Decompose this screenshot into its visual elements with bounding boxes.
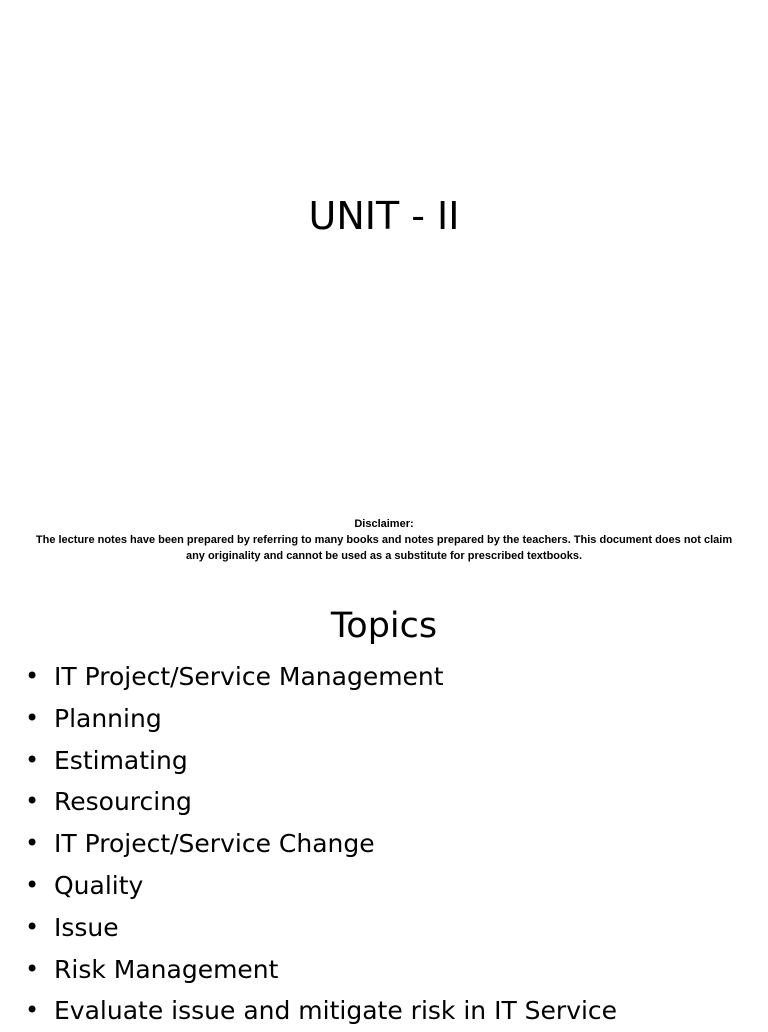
disclaimer-heading: Disclaimer: <box>354 518 414 530</box>
topic-item <box>0 907 768 949</box>
bullet-icon: • <box>25 954 40 983</box>
topic-item-label: IT Project/Service Management <box>54 662 444 691</box>
topic-item-label: IT Project/Service Change <box>54 829 375 859</box>
bullet-icon: • <box>25 912 40 941</box>
topic-item-label: Evaluate issue and mitigate risk in IT Service <box>54 996 618 1026</box>
bullet-icon: • <box>25 870 40 899</box>
bullet-icon: • <box>25 703 40 732</box>
topic-item <box>0 656 768 698</box>
bullet-icon: • <box>25 745 40 774</box>
topic-item-label: Quality <box>54 870 144 900</box>
topics-heading: Topics <box>330 606 438 646</box>
topic-item-label: Issue <box>54 912 119 942</box>
topic-item-label: Resourcing <box>54 787 192 817</box>
topic-item-label: Estimating <box>54 745 188 775</box>
bullet-icon: • <box>25 829 40 858</box>
topics-list <box>0 656 768 1032</box>
bullet-icon: • <box>25 996 40 1025</box>
disclaimer-text-line-1: The lecture notes have been prepared by referring to many books and notes prepared by the teachers. This document does not claim <box>35 534 733 546</box>
topic-item <box>0 949 768 991</box>
bullet-icon: • <box>25 787 40 816</box>
topic-item <box>0 990 768 1032</box>
disclaimer-block <box>20 516 748 564</box>
bullet-icon: • <box>25 662 40 690</box>
topic-item-label: Risk Management <box>54 954 279 984</box>
slide-title: UNIT - II <box>308 194 460 238</box>
topic-item <box>0 698 768 740</box>
disclaimer-text-line-2: any originality and cannot be used as a substitute for prescribed textbooks. <box>185 550 583 562</box>
topic-item <box>0 740 768 782</box>
topic-item-label: Planning <box>54 703 162 733</box>
topic-item <box>0 823 768 865</box>
topic-item <box>0 781 768 823</box>
topic-item <box>0 865 768 907</box>
